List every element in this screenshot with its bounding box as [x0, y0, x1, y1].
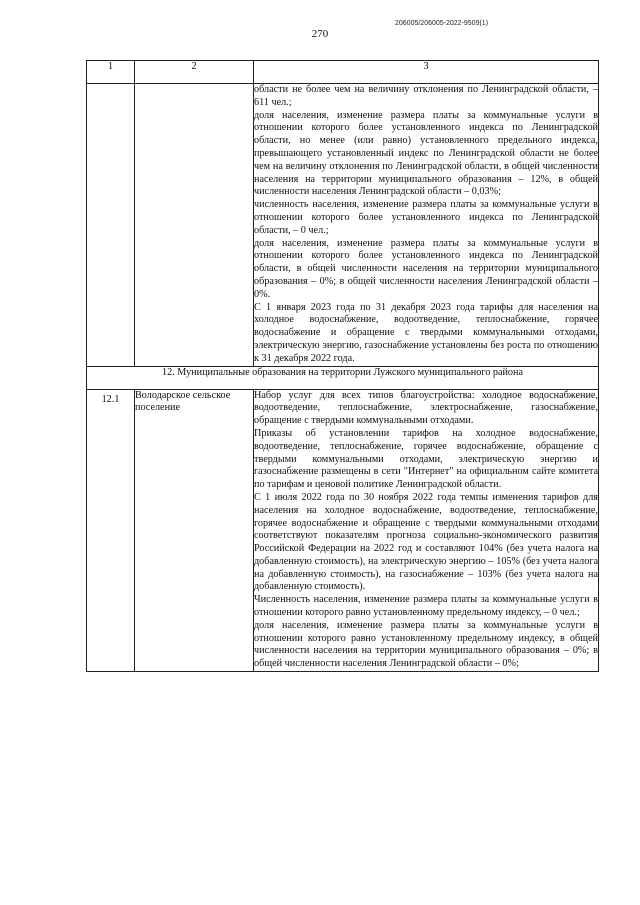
continuation-name-cell [135, 84, 254, 367]
text-paragraph: доля населения, изменение размера платы за коммунальные услуги в отношении которого более установленного индекса по Ленинградской области, но менее (или равно) установленного предельного индекса, превышающего установленный индекс по Ленинградской области не более чем на величину отклонения по Ленинградской области, в общей численности населения на территории муниципального образования – 12%, в общей численности населения Ленинградской области – 0,03%; [254, 109, 598, 198]
text-paragraph: численность населения, изменение размера платы за коммунальные услуги в отношении которого более установленного индекса по Ленинградской области, – 0 чел.; [254, 199, 598, 236]
section-heading-row [87, 366, 599, 389]
page-number: 270 [311, 28, 329, 40]
text-paragraph: Набор услуг для всех типов благоустройства: холодное водоснабжение, водоотведение, теплоснабжение, электроснабжение, газоснабжение, обращение с твердыми коммунальными отходами. [254, 389, 598, 427]
entry-text-cell [254, 389, 599, 672]
text-paragraph: С 1 июля 2022 года по 30 ноября 2022 года темпы изменения тарифов для населения на холодное водоснабжение, водоотведение, теплоснабжение, горячее водоснабжение и обращение с твердыми коммунальными отходами соответствуют показателям прогноза социально-экономического развития Российской Федерации на 2022 год и составляют 104% (без учета налога на добавленную стоимость), на электрическую энергию – 105% (без учета налога на добавленную стоимость), на газоснабжение – 103% (без учета налога на добавленную стоимость). [254, 491, 598, 593]
column-header-2: 2 [135, 61, 254, 84]
text-paragraph: области не более чем на величину отклонения по Ленинградской области, – 611 чел.; [254, 84, 598, 108]
table-row-entry [87, 389, 599, 672]
continuation-number-cell [87, 84, 135, 367]
tariff-table [86, 60, 599, 672]
text-paragraph: С 1 января 2023 года по 31 декабря 2023 года тарифы для населения на холодное водоснабжение, водоотведение, теплоснабжение, горячее водоснабжение и обращение с твердыми коммунальными отходами, электрическую энергию, газоснабжение установлены без роста по отношению к 31 декабря 2022 года. [254, 301, 598, 364]
column-header-1: 1 [87, 61, 135, 84]
section-heading: 12. Муниципальные образования на территории Лужского муниципального района [87, 366, 599, 389]
continuation-text-cell [254, 84, 599, 367]
document-code: 206005/206005-2022-9509(1) [395, 20, 489, 27]
table-header-row [87, 61, 599, 84]
text-paragraph: доля населения, изменение размера платы за коммунальные услуги в отношении которого более установленного индекса по Ленинградской области, в общей численности населения на территории муниципального образования – 0%; в общей численности населения Ленинградской области – 0%. [254, 237, 598, 300]
text-paragraph: Приказы об установлении тарифов на холодное водоснабжение, водоотведение, теплоснабжение, горячее водоснабжение, обращение с твердыми коммунальными отходами, электрическую энергию и газоснабжение размещены в сети "Интернет" на официальном сайте комитета по тарифам и ценовой политике Ленинградской области. [254, 427, 598, 491]
text-paragraph: Численность населения, изменение размера платы за коммунальные услуги в отношении которого равно установленному предельному индексу, – 0 чел.; [254, 594, 598, 619]
entry-number: 12.1 [87, 389, 135, 672]
column-header-3: 3 [254, 61, 599, 84]
table-row-continuation [87, 84, 599, 367]
entry-name: Володарское сельское поселение [135, 389, 254, 672]
text-paragraph: доля населения, изменение размера платы за коммунальные услуги в отношении которого равно установленному предельному индексу, в общей численности населения на территории муниципального образования – 0%; в общей численности населения Ленинградской области – 0%; [254, 619, 598, 670]
